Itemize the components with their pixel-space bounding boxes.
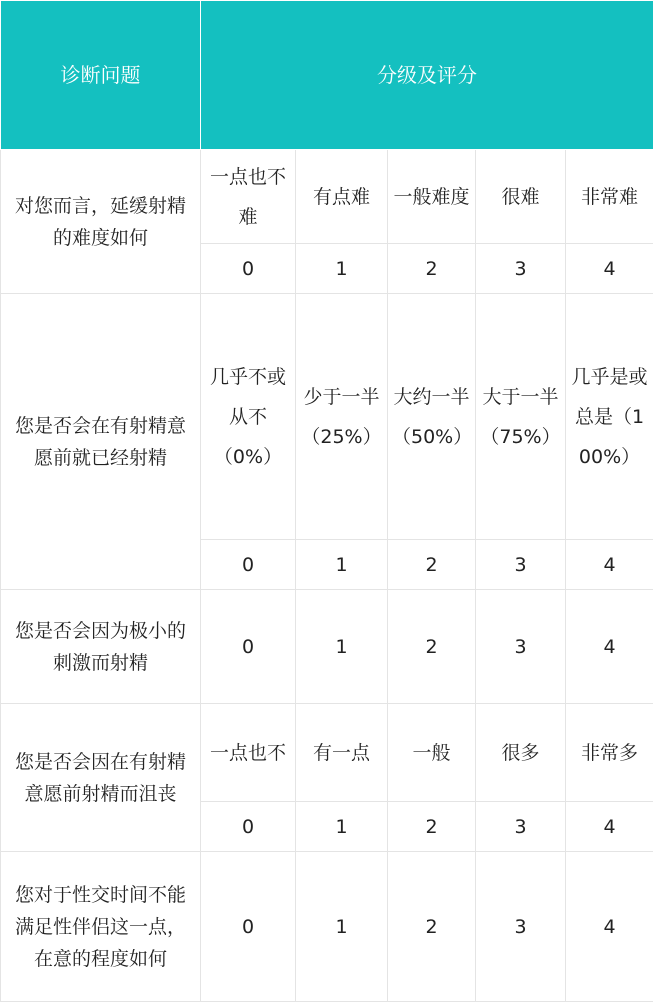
table-row [1, 150, 653, 244]
score-cell: 4 [566, 852, 653, 1002]
score-cell: 0 [201, 802, 296, 852]
score-cell: 1 [296, 802, 388, 852]
score-cell: 1 [296, 590, 388, 704]
question-cell: 您是否会在有射精意愿前就已经射精 [1, 294, 201, 590]
score-cell: 2 [388, 540, 476, 590]
score-cell: 1 [296, 244, 388, 294]
table-row [1, 852, 653, 1002]
score-cell: 4 [566, 244, 653, 294]
question-cell: 您是否会因为极小的刺激而射精 [1, 590, 201, 704]
score-cell: 2 [388, 244, 476, 294]
table-row [1, 704, 653, 802]
score-cell: 0 [201, 852, 296, 1002]
option-cell: 一点也不 [201, 704, 296, 802]
score-cell: 1 [296, 540, 388, 590]
score-cell: 3 [476, 244, 566, 294]
score-cell: 3 [476, 590, 566, 704]
score-cell: 0 [201, 244, 296, 294]
score-cell: 4 [566, 802, 653, 852]
question-cell: 您是否会因在有射精意愿前射精而沮丧 [1, 704, 201, 852]
score-cell: 2 [388, 852, 476, 1002]
score-cell: 2 [388, 802, 476, 852]
score-cell: 2 [388, 590, 476, 704]
option-cell: 一点也不难 [201, 150, 296, 244]
table-header-row [1, 1, 653, 150]
option-cell: 有一点 [296, 704, 388, 802]
question-cell: 您对于性交时间不能满足性伴侣这一点，在意的程度如何 [1, 852, 201, 1002]
score-cell: 3 [476, 540, 566, 590]
score-cell: 0 [201, 540, 296, 590]
table-row [1, 590, 653, 704]
score-cell: 3 [476, 802, 566, 852]
option-cell: 一般 [388, 704, 476, 802]
option-cell: 几乎不或从不（0%） [201, 294, 296, 540]
score-cell: 4 [566, 540, 653, 590]
option-cell: 大于一半（75%） [476, 294, 566, 540]
question-cell: 对您而言，延缓射精的难度如何 [1, 150, 201, 294]
option-cell: 非常难 [566, 150, 653, 244]
option-cell: 非常多 [566, 704, 653, 802]
header-grade-score: 分级及评分 [201, 1, 653, 150]
option-cell: 有点难 [296, 150, 388, 244]
table-row [1, 294, 653, 540]
option-cell: 少于一半（25%） [296, 294, 388, 540]
option-cell: 几乎是或总是（100%） [566, 294, 653, 540]
option-cell: 很难 [476, 150, 566, 244]
score-cell: 0 [201, 590, 296, 704]
option-cell: 很多 [476, 704, 566, 802]
option-cell: 一般难度 [388, 150, 476, 244]
score-cell: 1 [296, 852, 388, 1002]
score-cell: 3 [476, 852, 566, 1002]
score-cell: 4 [566, 590, 653, 704]
header-diagnosis-question: 诊断问题 [1, 1, 201, 150]
option-cell: 大约一半（50%） [388, 294, 476, 540]
